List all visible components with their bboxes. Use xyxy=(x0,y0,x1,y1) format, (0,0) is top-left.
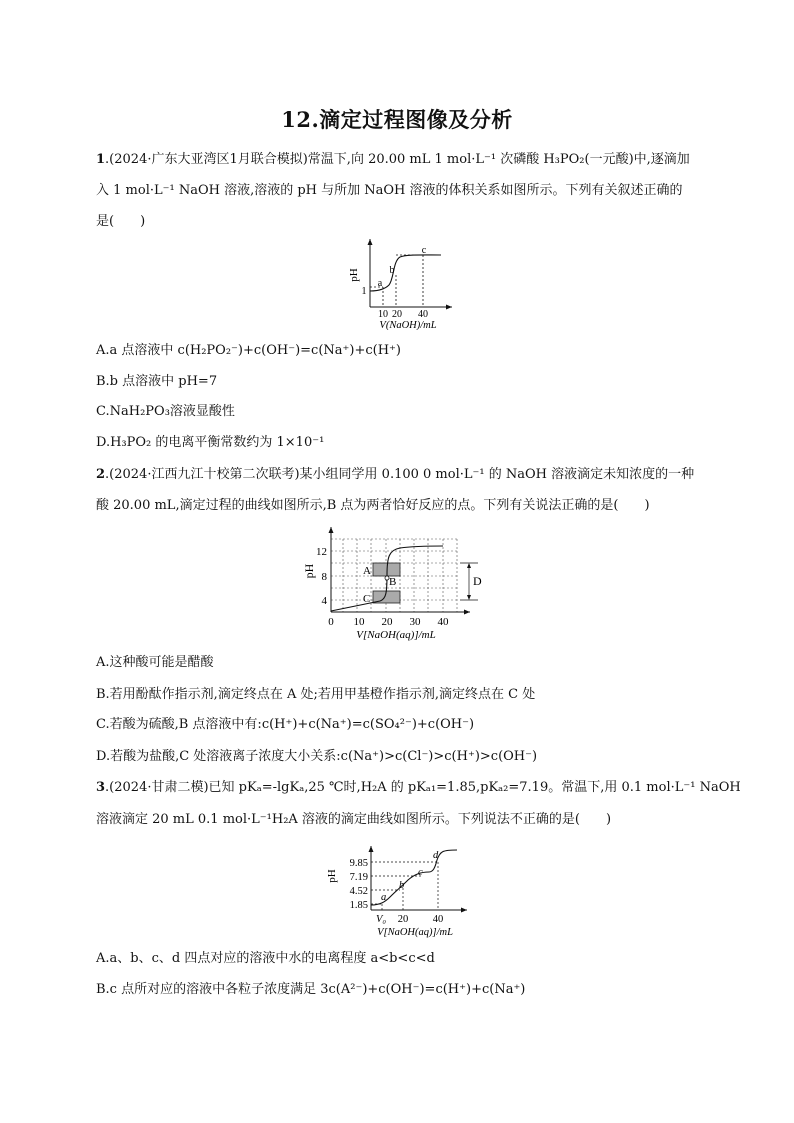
q2-ytick-8: 8 xyxy=(321,571,327,583)
q2-line2: 酸 20.00 mL,滴定过程的曲线如图所示,B 点为两者恰好反应的点。下列有关说法正确的是( ) xyxy=(96,498,650,513)
q3-point-d: d xyxy=(433,850,439,861)
q2-figure xyxy=(300,523,500,641)
q2-xtick-10: 10 xyxy=(353,616,365,628)
q1-line3: 是( ) xyxy=(96,214,146,229)
q1-point-b: b xyxy=(389,265,395,276)
q1-line2: 入 1 mol·L⁻¹ NaOH 溶液,溶液的 pH 与所加 NaOH 溶液的体积关系如图所示。下列有关叙述正确的 xyxy=(96,183,683,198)
q3-line2: 溶液滴定 20 mL 0.1 mol·L⁻¹H₂A 溶液的滴定曲线如图所示。下列说法不正确的是( ) xyxy=(96,812,612,827)
q3-option-b: B.c 点所对应的溶液中各粒子浓度满足 3c(A²⁻)+c(OH⁻)=c(H⁺)+c(Na⁺) xyxy=(96,982,526,997)
q2-ylabel: pH xyxy=(302,563,316,579)
q1-point-a: a xyxy=(377,278,383,289)
q2-option-b: B.若用酚酞作指示剂,滴定终点在 A 处;若用甲基橙作指示剂,滴定终点在 C 处 xyxy=(96,687,536,702)
q2-point-b: B xyxy=(389,576,397,588)
page-title: 12.滴定过程图像及分析 xyxy=(281,107,513,132)
q3-ytick-452: 4.52 xyxy=(349,886,368,897)
q3-ytick-985: 9.85 xyxy=(349,858,368,869)
q1-xlabel: V(NaOH)/mL xyxy=(379,320,437,330)
q2-xtick-0: 0 xyxy=(328,616,334,628)
q2-line1: 2.(2024·江西九江十校第二次联考)某小组同学用 0.100 0 mol·L⁻¹ 的 NaOH 溶液滴定未知浓度的一种 xyxy=(96,467,695,482)
q1-option-c: C.NaH₂PO₃溶液显酸性 xyxy=(96,404,235,419)
q1-ytick-1: 1 xyxy=(361,286,367,297)
q1-number: 1 xyxy=(96,152,106,167)
q2-option-a: A.这种酸可能是醋酸 xyxy=(96,655,214,670)
q3-point-b: b xyxy=(399,880,405,891)
q1-option-d: D.H₃PO₂ 的电离平衡常数约为 1×10⁻¹ xyxy=(96,435,325,450)
q2-xtick-20: 20 xyxy=(381,616,393,628)
q3-line1: 3.(2024·甘肃二模)已知 pKₐ=-lgKₐ,25 ℃时,H₂A 的 pKₐ₁=1.85,pKₐ₂=7.19。常温下,用 0.1 mol·L⁻¹ NaOH xyxy=(96,780,741,795)
q3-point-c: c xyxy=(418,867,423,878)
q1-point-c: c xyxy=(421,245,427,256)
q2-option-d: D.若酸为盐酸,C 处溶液离子浓度大小关系:c(Na⁺)>c(Cl⁻)>c(H⁺)>c(OH⁻) xyxy=(96,749,538,764)
q1-option-a: A.a 点溶液中 c(H₂PO₂⁻)+c(OH⁻)=c(Na⁺)+c(H⁺) xyxy=(96,343,401,358)
q2-option-c: C.若酸为硫酸,B 点溶液中有:c(H⁺)+c(Na⁺)=c(SO₄²⁻)+c(OH⁻) xyxy=(96,717,475,732)
q1-xtick-20: 20 xyxy=(392,309,402,320)
q2-point-a: A xyxy=(363,565,371,577)
q2-xlabel: V[NaOH(aq)]/mL xyxy=(356,629,436,641)
q2-xtick-40: 40 xyxy=(437,616,449,628)
q3-xtick-v0: V₀ xyxy=(375,914,387,925)
q3-figure xyxy=(325,842,475,939)
q1-xtick-40: 40 xyxy=(418,309,428,320)
q3-option-a: A.a、b、c、d 四点对应的溶液中水的电离程度 a<b<c<d xyxy=(96,951,435,966)
q1-option-b: B.b 点溶液中 pH=7 xyxy=(96,374,218,389)
q2-xtick-30: 30 xyxy=(409,616,421,628)
q2-ytick-12: 12 xyxy=(316,546,327,558)
q3-ytick-719: 7.19 xyxy=(349,872,368,883)
q3-ytick-185: 1.85 xyxy=(349,900,368,911)
q2-number: 2 xyxy=(96,467,106,482)
q2-dlabel: D xyxy=(473,574,482,588)
q3-xtick-40: 40 xyxy=(432,914,444,925)
q3-point-a: a xyxy=(381,892,387,903)
q3-xtick-20: 20 xyxy=(397,914,409,925)
q2-point-c: C xyxy=(363,593,371,605)
q1-ylabel: pH xyxy=(348,268,360,282)
q3-ylabel: pH xyxy=(326,869,338,883)
q1-figure xyxy=(340,235,460,330)
q3-xlabel: V[NaOH(aq)]/mL xyxy=(377,927,453,938)
q1-xtick-10: 10 xyxy=(378,309,388,320)
q2-ytick-4: 4 xyxy=(321,595,327,607)
q3-number: 3 xyxy=(96,780,106,795)
q1-line1: 1.(2024·广东大亚湾区1月联合模拟)常温下,向 20.00 mL 1 mol·L⁻¹ 次磷酸 H₃PO₂(一元酸)中,逐滴加 xyxy=(96,152,690,167)
